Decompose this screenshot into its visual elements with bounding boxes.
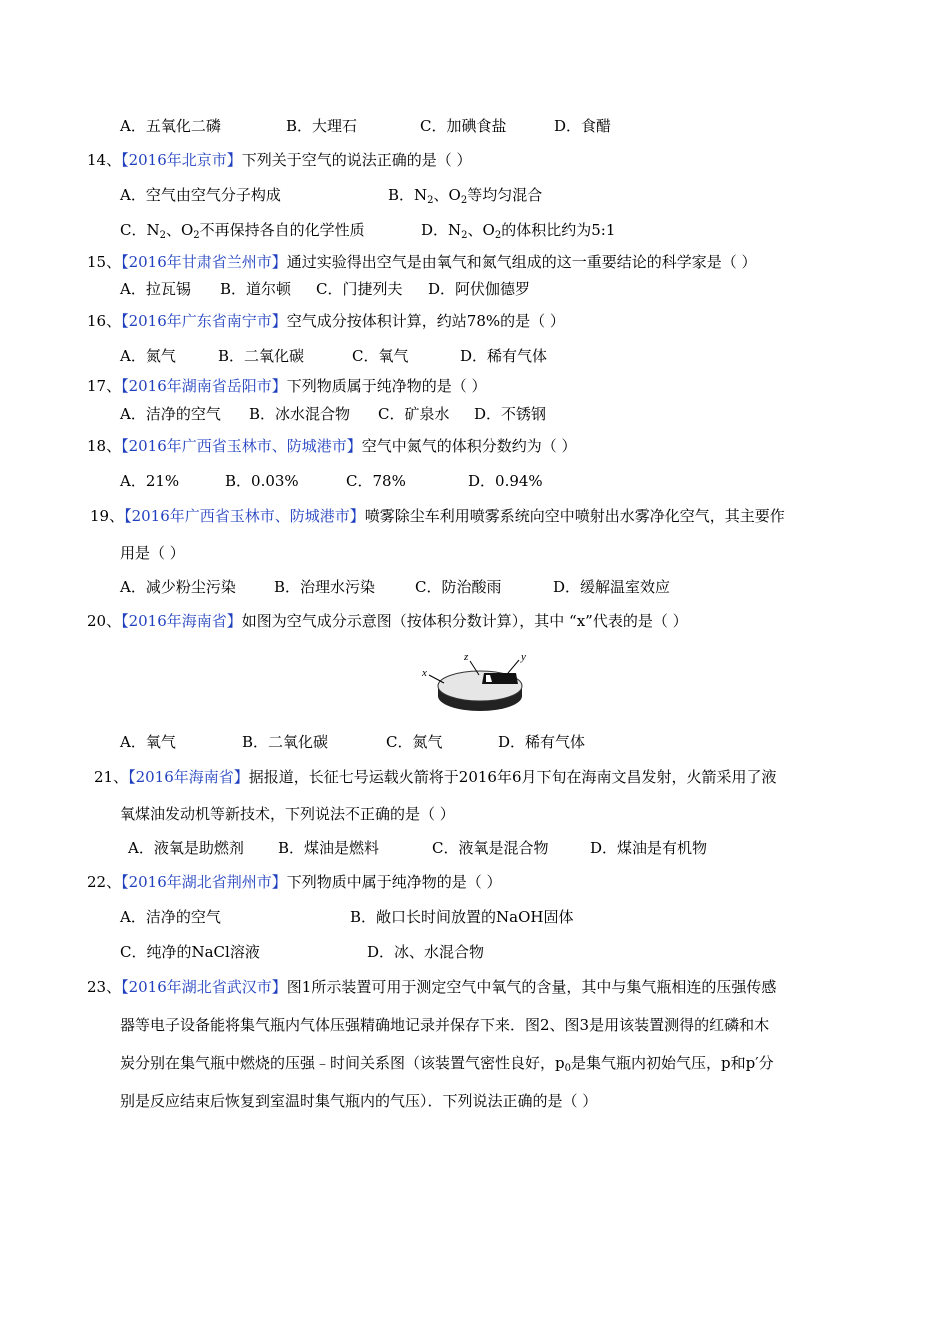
q21-stem-continued: 氧煤油发动机等新技术，下列说法不正确的是（ ） [120, 805, 455, 823]
q18-option-d: D．0.94% [468, 472, 543, 490]
q18-option-c: C．78% [346, 472, 406, 490]
question-text: 下列物质中属于纯净物的是（ ） [286, 873, 502, 891]
q16-option-c: C．氧气 [352, 347, 409, 365]
q17-option-b: B．冰水混合物 [249, 405, 351, 423]
q21-stem [94, 767, 777, 787]
q18-stem [87, 436, 577, 456]
question-number: 14、 [87, 151, 122, 169]
q13-options [120, 116, 611, 136]
q19-option-b: B．治理水污染 [274, 578, 376, 596]
q19-stem-continued: 用是（ ） [120, 544, 185, 562]
question-source: 【2016年湖北省荆州市】 [121, 873, 287, 891]
q23-stem-line2: 器等电子设备能将集气瓶内气体压强精确地记录并保存下来．图2、图3是用该装置测得的红磷和木 [120, 1016, 770, 1034]
q22-options-row2 [120, 942, 484, 962]
q13-option-a: A．五氧化二磷 [120, 117, 221, 135]
q20-option-c: C．氮气 [386, 733, 443, 751]
q21-option-c: C．液氧是混合物 [432, 839, 549, 857]
question-text: 下列关于空气的说法正确的是（ ） [241, 151, 472, 169]
q14-options-row1 [120, 185, 542, 205]
label-x: x [422, 667, 427, 679]
q22-option-b: B．敞口长时间放置的NaOH固体 [350, 908, 574, 926]
question-source: 【2016年广东省南宁市】 [121, 312, 287, 330]
q14-options-row2 [120, 220, 615, 240]
q15-option-c: C．门捷列夫 [316, 280, 403, 298]
q16-option-d: D．稀有气体 [460, 347, 548, 365]
q17-option-d: D．不锈钢 [474, 405, 547, 423]
question-text: 空气中氮气的体积分数约为（ ） [361, 437, 577, 455]
q16-stem [87, 311, 565, 331]
q15-stem [87, 252, 757, 272]
question-number: 16、 [87, 312, 122, 330]
label-z: z [464, 651, 469, 663]
question-number: 20、 [87, 612, 122, 630]
q13-option-b: B．大理石 [286, 117, 358, 135]
question-source: 【2016年甘肃省兰州市】 [121, 253, 287, 271]
q19-options [120, 577, 670, 597]
q17-option-a: A．洁净的空气 [120, 405, 221, 423]
q14-option-c: C．$N_2$、$O_2$不再保持各自的化学性质 [120, 221, 365, 241]
label-y: y [521, 651, 526, 663]
q21-option-a: A．液氧是助燃剂 [128, 839, 244, 857]
question-number: 19、 [90, 507, 125, 525]
q19-stem [90, 506, 785, 526]
q14-stem [87, 150, 472, 170]
question-source: 【2016年湖南省岳阳市】 [121, 377, 287, 395]
question-number: 18、 [87, 437, 122, 455]
q19-option-c: C．防治酸雨 [415, 578, 502, 596]
q13-option-c: C．加碘食盐 [420, 117, 507, 135]
question-number: 15、 [87, 253, 122, 271]
question-source: 【2016年海南省】 [128, 768, 249, 786]
question-text: 空气成分按体积计算，约站78%的是（ ） [286, 312, 565, 330]
question-source: 【2016年广西省玉林市、防城港市】 [124, 507, 365, 525]
q18-option-a: A．21% [120, 472, 180, 490]
q20-option-a: A．氧气 [120, 733, 176, 751]
q17-stem [87, 376, 487, 396]
q23-stem-line4: 别是反应结束后恢复到室温时集气瓶内的气压）．下列说法正确的是（ ） [120, 1092, 598, 1110]
q20-option-b: B．二氧化碳 [242, 733, 329, 751]
question-number: 23、 [87, 978, 122, 996]
q15-option-a: A．拉瓦锡 [120, 280, 191, 298]
q13-option-d: D．食醋 [554, 117, 612, 135]
q19-option-d: D．缓解温室效应 [553, 578, 671, 596]
q22-option-c: C．纯净的NaCl溶液 [120, 943, 260, 961]
question-number: 21、 [94, 768, 129, 786]
q20-option-d: D．稀有气体 [498, 733, 586, 751]
q22-option-a: A．洁净的空气 [120, 908, 221, 926]
question-text: 如图为空气成分示意图（按体积分数计算），其中 “x”代表的是（ ） [241, 612, 688, 630]
question-text: 据报道，长征七号运载火箭将于2016年6月下旬在海南文昌发射，火箭采用了液 [248, 768, 777, 786]
q23-stem [87, 977, 776, 997]
q15-options [120, 279, 530, 299]
q18-options [120, 471, 543, 491]
question-number: 22、 [87, 873, 122, 891]
q14-option-a: A．空气由空气分子构成 [120, 186, 281, 204]
question-number: 17、 [87, 377, 122, 395]
q16-option-b: B．二氧化碳 [218, 347, 305, 365]
q21-option-d: D．煤油是有机物 [590, 839, 708, 857]
question-text: 下列物质属于纯净物的是（ ） [286, 377, 487, 395]
q17-options [120, 404, 546, 424]
q22-options-row1 [120, 907, 573, 927]
q16-options [120, 346, 547, 366]
q14-option-d: D．$N_2$、$O_2$的体积比约为5:1 [421, 221, 616, 241]
q20-stem [87, 611, 688, 631]
air-composition-pie-figure [420, 646, 530, 722]
q16-option-a: A．氮气 [120, 347, 176, 365]
question-source: 【2016年海南省】 [121, 612, 242, 630]
question-text: 图1所示装置可用于测定空气中氧气的含量，其中与集气瓶相连的压强传感 [286, 978, 777, 996]
question-text: 通过实验得出空气是由氧气和氮气组成的这一重要结论的科学家是（ ） [286, 253, 757, 271]
q22-stem [87, 872, 502, 892]
q14-option-b: B．$N_2$、$O_2$等均匀混合 [388, 186, 543, 206]
q19-option-a: A．减少粉尘污染 [120, 578, 236, 596]
question-text: 喷雾除尘车利用喷雾系统向空中喷射出水雾净化空气，其主要作 [364, 507, 785, 525]
q17-option-c: C．矿泉水 [378, 405, 450, 423]
q15-option-b: B．道尔顿 [220, 280, 292, 298]
q21-option-b: B．煤油是燃料 [278, 839, 380, 857]
q18-option-b: B．0.03% [225, 472, 299, 490]
question-source: 【2016年北京市】 [121, 151, 242, 169]
q22-option-d: D．冰、水混合物 [367, 943, 485, 961]
q20-options [120, 732, 585, 752]
question-source: 【2016年广西省玉林市、防城港市】 [121, 437, 362, 455]
q15-option-d: D．阿伏伽德罗 [428, 280, 531, 298]
q21-options [128, 838, 707, 858]
question-source: 【2016年湖北省武汉市】 [121, 978, 287, 996]
q23-stem-line3: 炭分别在集气瓶中燃烧的压强﹣时间关系图（该装置气密性良好，$p_0$是集气瓶内初始气压，p和p′分 [120, 1054, 774, 1074]
